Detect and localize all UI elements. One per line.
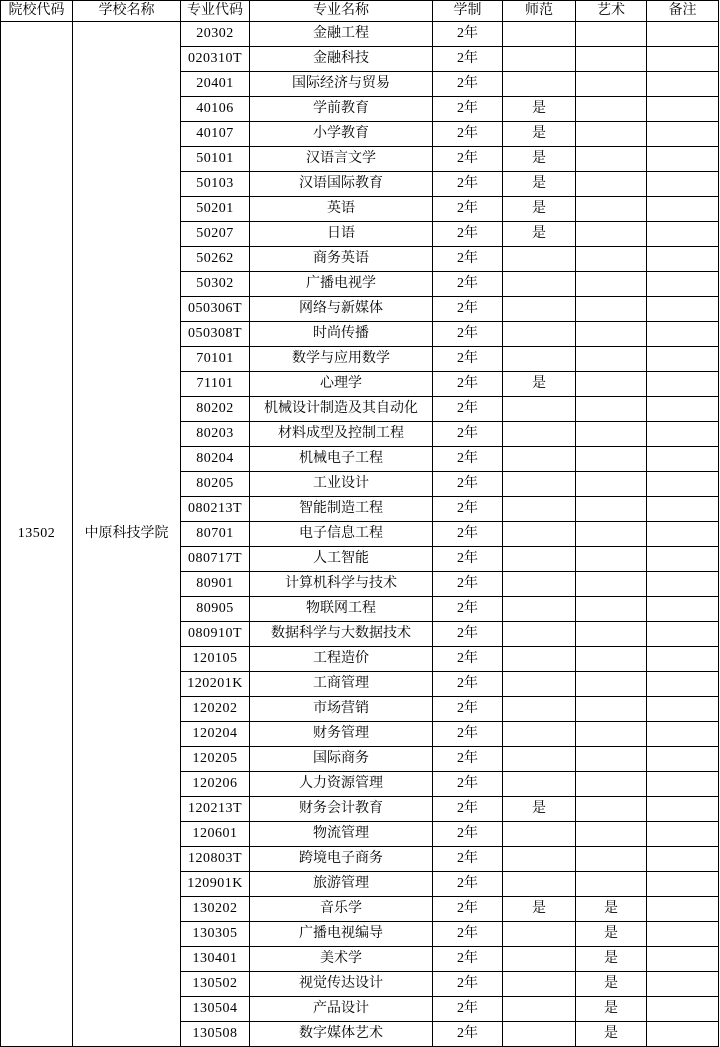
remark-cell — [647, 872, 719, 897]
remark-cell — [647, 247, 719, 272]
major-code-cell: 130508 — [181, 1022, 250, 1047]
major-code-cell: 120901K — [181, 872, 250, 897]
major-code-cell: 80905 — [181, 597, 250, 622]
major-code-cell: 120204 — [181, 722, 250, 747]
major-code-cell: 50302 — [181, 272, 250, 297]
art-flag-cell — [576, 47, 647, 72]
remark-cell — [647, 822, 719, 847]
duration-cell: 2年 — [433, 472, 503, 497]
remark-cell — [647, 72, 719, 97]
major-name-cell: 学前教育 — [250, 97, 433, 122]
duration-cell: 2年 — [433, 247, 503, 272]
remark-cell — [647, 1022, 719, 1047]
remark-cell — [647, 847, 719, 872]
school-name-cell: 中原科技学院 — [73, 22, 181, 1047]
header-normal-education: 师范 — [503, 1, 576, 22]
normal-flag-cell — [503, 322, 576, 347]
normal-flag-cell — [503, 672, 576, 697]
major-name-cell: 商务英语 — [250, 247, 433, 272]
art-flag-cell — [576, 522, 647, 547]
normal-flag-cell — [503, 522, 576, 547]
art-flag-cell — [576, 597, 647, 622]
major-name-cell: 人工智能 — [250, 547, 433, 572]
remark-cell — [647, 747, 719, 772]
duration-cell: 2年 — [433, 72, 503, 97]
art-flag-cell: 是 — [576, 922, 647, 947]
header-duration: 学制 — [433, 1, 503, 22]
art-flag-cell — [576, 547, 647, 572]
duration-cell: 2年 — [433, 47, 503, 72]
major-code-cell: 050306T — [181, 297, 250, 322]
major-name-cell: 市场营销 — [250, 697, 433, 722]
duration-cell: 2年 — [433, 522, 503, 547]
normal-flag-cell: 是 — [503, 122, 576, 147]
remark-cell — [647, 897, 719, 922]
art-flag-cell — [576, 297, 647, 322]
art-flag-cell — [576, 822, 647, 847]
art-flag-cell — [576, 872, 647, 897]
remark-cell — [647, 147, 719, 172]
major-name-cell: 音乐学 — [250, 897, 433, 922]
normal-flag-cell — [503, 72, 576, 97]
remark-cell — [647, 22, 719, 47]
major-name-cell: 网络与新媒体 — [250, 297, 433, 322]
table-row — [1, 22, 719, 47]
major-code-cell: 120601 — [181, 822, 250, 847]
major-code-cell: 50103 — [181, 172, 250, 197]
major-code-cell: 80701 — [181, 522, 250, 547]
table-body — [1, 22, 719, 1047]
duration-cell: 2年 — [433, 447, 503, 472]
normal-flag-cell — [503, 297, 576, 322]
duration-cell: 2年 — [433, 547, 503, 572]
major-name-cell: 计算机科学与技术 — [250, 572, 433, 597]
major-name-cell: 智能制造工程 — [250, 497, 433, 522]
remark-cell — [647, 447, 719, 472]
duration-cell: 2年 — [433, 597, 503, 622]
art-flag-cell: 是 — [576, 997, 647, 1022]
remark-cell — [647, 697, 719, 722]
remark-cell — [647, 772, 719, 797]
normal-flag-cell — [503, 397, 576, 422]
major-name-cell: 心理学 — [250, 372, 433, 397]
institution-code-cell: 13502 — [1, 22, 73, 1047]
art-flag-cell — [576, 722, 647, 747]
major-name-cell: 财务会计教育 — [250, 797, 433, 822]
major-name-cell: 工业设计 — [250, 472, 433, 497]
art-flag-cell — [576, 197, 647, 222]
remark-cell — [647, 547, 719, 572]
duration-cell: 2年 — [433, 97, 503, 122]
art-flag-cell: 是 — [576, 972, 647, 997]
art-flag-cell — [576, 172, 647, 197]
remark-cell — [647, 197, 719, 222]
remark-cell — [647, 972, 719, 997]
major-code-cell: 130202 — [181, 897, 250, 922]
art-flag-cell — [576, 497, 647, 522]
major-code-cell: 50201 — [181, 197, 250, 222]
major-code-cell: 40106 — [181, 97, 250, 122]
art-flag-cell — [576, 672, 647, 697]
art-flag-cell — [576, 22, 647, 47]
duration-cell: 2年 — [433, 797, 503, 822]
normal-flag-cell — [503, 547, 576, 572]
major-name-cell: 旅游管理 — [250, 872, 433, 897]
normal-flag-cell — [503, 747, 576, 772]
normal-flag-cell: 是 — [503, 147, 576, 172]
duration-cell: 2年 — [433, 947, 503, 972]
normal-flag-cell: 是 — [503, 797, 576, 822]
art-flag-cell — [576, 472, 647, 497]
major-code-cell: 080910T — [181, 622, 250, 647]
major-name-cell: 工程造价 — [250, 647, 433, 672]
remark-cell — [647, 497, 719, 522]
major-name-cell: 美术学 — [250, 947, 433, 972]
remark-cell — [647, 297, 719, 322]
remark-cell — [647, 47, 719, 72]
major-code-cell: 020310T — [181, 47, 250, 72]
art-flag-cell — [576, 147, 647, 172]
normal-flag-cell — [503, 872, 576, 897]
duration-cell: 2年 — [433, 22, 503, 47]
major-code-cell: 70101 — [181, 347, 250, 372]
art-flag-cell — [576, 622, 647, 647]
duration-cell: 2年 — [433, 847, 503, 872]
major-code-cell: 120105 — [181, 647, 250, 672]
major-name-cell: 物流管理 — [250, 822, 433, 847]
major-name-cell: 机械设计制造及其自动化 — [250, 397, 433, 422]
art-flag-cell: 是 — [576, 947, 647, 972]
header-remark: 备注 — [647, 1, 719, 22]
normal-flag-cell — [503, 47, 576, 72]
art-flag-cell — [576, 222, 647, 247]
major-name-cell: 广播电视编导 — [250, 922, 433, 947]
duration-cell: 2年 — [433, 172, 503, 197]
remark-cell — [647, 797, 719, 822]
major-name-cell: 工商管理 — [250, 672, 433, 697]
normal-flag-cell — [503, 472, 576, 497]
duration-cell: 2年 — [433, 647, 503, 672]
duration-cell: 2年 — [433, 147, 503, 172]
table-header — [1, 1, 719, 22]
duration-cell: 2年 — [433, 1022, 503, 1047]
duration-cell: 2年 — [433, 622, 503, 647]
normal-flag-cell: 是 — [503, 222, 576, 247]
normal-flag-cell — [503, 447, 576, 472]
major-code-cell: 130502 — [181, 972, 250, 997]
remark-cell — [647, 122, 719, 147]
major-name-cell: 材料成型及控制工程 — [250, 422, 433, 447]
header-art: 艺术 — [576, 1, 647, 22]
major-code-cell: 050308T — [181, 322, 250, 347]
major-name-cell: 机械电子工程 — [250, 447, 433, 472]
art-flag-cell — [576, 122, 647, 147]
header-row — [1, 1, 719, 22]
remark-cell — [647, 672, 719, 697]
major-name-cell: 跨境电子商务 — [250, 847, 433, 872]
major-code-cell: 50101 — [181, 147, 250, 172]
remark-cell — [647, 322, 719, 347]
duration-cell: 2年 — [433, 722, 503, 747]
major-code-cell: 120206 — [181, 772, 250, 797]
major-code-cell: 130401 — [181, 947, 250, 972]
normal-flag-cell: 是 — [503, 172, 576, 197]
normal-flag-cell — [503, 972, 576, 997]
major-code-cell: 80205 — [181, 472, 250, 497]
major-code-cell: 120202 — [181, 697, 250, 722]
normal-flag-cell — [503, 922, 576, 947]
remark-cell — [647, 372, 719, 397]
duration-cell: 2年 — [433, 272, 503, 297]
normal-flag-cell — [503, 697, 576, 722]
major-code-cell: 71101 — [181, 372, 250, 397]
normal-flag-cell — [503, 422, 576, 447]
major-name-cell: 广播电视学 — [250, 272, 433, 297]
major-code-cell: 130305 — [181, 922, 250, 947]
major-name-cell: 国际经济与贸易 — [250, 72, 433, 97]
header-school-name: 学校名称 — [73, 1, 181, 22]
remark-cell — [647, 572, 719, 597]
duration-cell: 2年 — [433, 197, 503, 222]
art-flag-cell — [576, 747, 647, 772]
art-flag-cell — [576, 272, 647, 297]
major-code-cell: 80202 — [181, 397, 250, 422]
remark-cell — [647, 172, 719, 197]
art-flag-cell — [576, 772, 647, 797]
major-name-cell: 日语 — [250, 222, 433, 247]
major-code-cell: 80901 — [181, 572, 250, 597]
duration-cell: 2年 — [433, 672, 503, 697]
normal-flag-cell: 是 — [503, 197, 576, 222]
major-name-cell: 人力资源管理 — [250, 772, 433, 797]
art-flag-cell — [576, 247, 647, 272]
major-code-cell: 20302 — [181, 22, 250, 47]
major-code-cell: 50207 — [181, 222, 250, 247]
art-flag-cell — [576, 847, 647, 872]
art-flag-cell — [576, 72, 647, 97]
art-flag-cell — [576, 397, 647, 422]
art-flag-cell — [576, 572, 647, 597]
remark-cell — [647, 597, 719, 622]
remark-cell — [647, 347, 719, 372]
art-flag-cell — [576, 372, 647, 397]
remark-cell — [647, 647, 719, 672]
remark-cell — [647, 997, 719, 1022]
duration-cell: 2年 — [433, 422, 503, 447]
duration-cell: 2年 — [433, 997, 503, 1022]
remark-cell — [647, 922, 719, 947]
remark-cell — [647, 272, 719, 297]
normal-flag-cell — [503, 772, 576, 797]
art-flag-cell — [576, 422, 647, 447]
major-code-cell: 120213T — [181, 797, 250, 822]
normal-flag-cell — [503, 572, 576, 597]
major-name-cell: 物联网工程 — [250, 597, 433, 622]
duration-cell: 2年 — [433, 397, 503, 422]
duration-cell: 2年 — [433, 697, 503, 722]
major-name-cell: 汉语国际教育 — [250, 172, 433, 197]
major-code-cell: 080717T — [181, 547, 250, 572]
major-code-cell: 20401 — [181, 72, 250, 97]
art-flag-cell — [576, 697, 647, 722]
major-name-cell: 数据科学与大数据技术 — [250, 622, 433, 647]
duration-cell: 2年 — [433, 822, 503, 847]
normal-flag-cell — [503, 272, 576, 297]
duration-cell: 2年 — [433, 372, 503, 397]
art-flag-cell — [576, 797, 647, 822]
major-code-cell: 080213T — [181, 497, 250, 522]
normal-flag-cell — [503, 722, 576, 747]
normal-flag-cell — [503, 847, 576, 872]
major-name-cell: 小学教育 — [250, 122, 433, 147]
remark-cell — [647, 97, 719, 122]
art-flag-cell — [576, 447, 647, 472]
duration-cell: 2年 — [433, 347, 503, 372]
art-flag-cell — [576, 97, 647, 122]
major-name-cell: 电子信息工程 — [250, 522, 433, 547]
duration-cell: 2年 — [433, 972, 503, 997]
art-flag-cell — [576, 322, 647, 347]
major-name-cell: 财务管理 — [250, 722, 433, 747]
normal-flag-cell — [503, 497, 576, 522]
header-major-code: 专业代码 — [181, 1, 250, 22]
duration-cell: 2年 — [433, 572, 503, 597]
major-name-cell: 数字媒体艺术 — [250, 1022, 433, 1047]
normal-flag-cell: 是 — [503, 897, 576, 922]
art-flag-cell — [576, 347, 647, 372]
major-name-cell: 产品设计 — [250, 997, 433, 1022]
duration-cell: 2年 — [433, 297, 503, 322]
major-name-cell: 金融科技 — [250, 47, 433, 72]
major-code-cell: 80203 — [181, 422, 250, 447]
remark-cell — [647, 472, 719, 497]
remark-cell — [647, 397, 719, 422]
normal-flag-cell — [503, 622, 576, 647]
art-flag-cell: 是 — [576, 1022, 647, 1047]
duration-cell: 2年 — [433, 497, 503, 522]
major-name-cell: 国际商务 — [250, 747, 433, 772]
normal-flag-cell — [503, 597, 576, 622]
major-name-cell: 金融工程 — [250, 22, 433, 47]
major-name-cell: 数学与应用数学 — [250, 347, 433, 372]
duration-cell: 2年 — [433, 122, 503, 147]
major-code-cell: 120201K — [181, 672, 250, 697]
remark-cell — [647, 522, 719, 547]
duration-cell: 2年 — [433, 322, 503, 347]
major-name-cell: 视觉传达设计 — [250, 972, 433, 997]
normal-flag-cell — [503, 247, 576, 272]
normal-flag-cell — [503, 347, 576, 372]
duration-cell: 2年 — [433, 897, 503, 922]
normal-flag-cell: 是 — [503, 97, 576, 122]
major-name-cell: 英语 — [250, 197, 433, 222]
normal-flag-cell — [503, 22, 576, 47]
header-major-name: 专业名称 — [250, 1, 433, 22]
major-code-cell: 120205 — [181, 747, 250, 772]
normal-flag-cell — [503, 947, 576, 972]
duration-cell: 2年 — [433, 922, 503, 947]
remark-cell — [647, 622, 719, 647]
normal-flag-cell — [503, 647, 576, 672]
duration-cell: 2年 — [433, 222, 503, 247]
normal-flag-cell: 是 — [503, 372, 576, 397]
art-flag-cell: 是 — [576, 897, 647, 922]
remark-cell — [647, 422, 719, 447]
remark-cell — [647, 947, 719, 972]
header-institution-code: 院校代码 — [1, 1, 73, 22]
duration-cell: 2年 — [433, 747, 503, 772]
major-code-cell: 50262 — [181, 247, 250, 272]
major-code-cell: 120803T — [181, 847, 250, 872]
duration-cell: 2年 — [433, 772, 503, 797]
normal-flag-cell — [503, 822, 576, 847]
major-code-cell: 130504 — [181, 997, 250, 1022]
remark-cell — [647, 222, 719, 247]
normal-flag-cell — [503, 997, 576, 1022]
remark-cell — [647, 722, 719, 747]
major-code-cell: 40107 — [181, 122, 250, 147]
duration-cell: 2年 — [433, 872, 503, 897]
art-flag-cell — [576, 647, 647, 672]
normal-flag-cell — [503, 1022, 576, 1047]
major-name-cell: 汉语言文学 — [250, 147, 433, 172]
major-code-cell: 80204 — [181, 447, 250, 472]
major-name-cell: 时尚传播 — [250, 322, 433, 347]
